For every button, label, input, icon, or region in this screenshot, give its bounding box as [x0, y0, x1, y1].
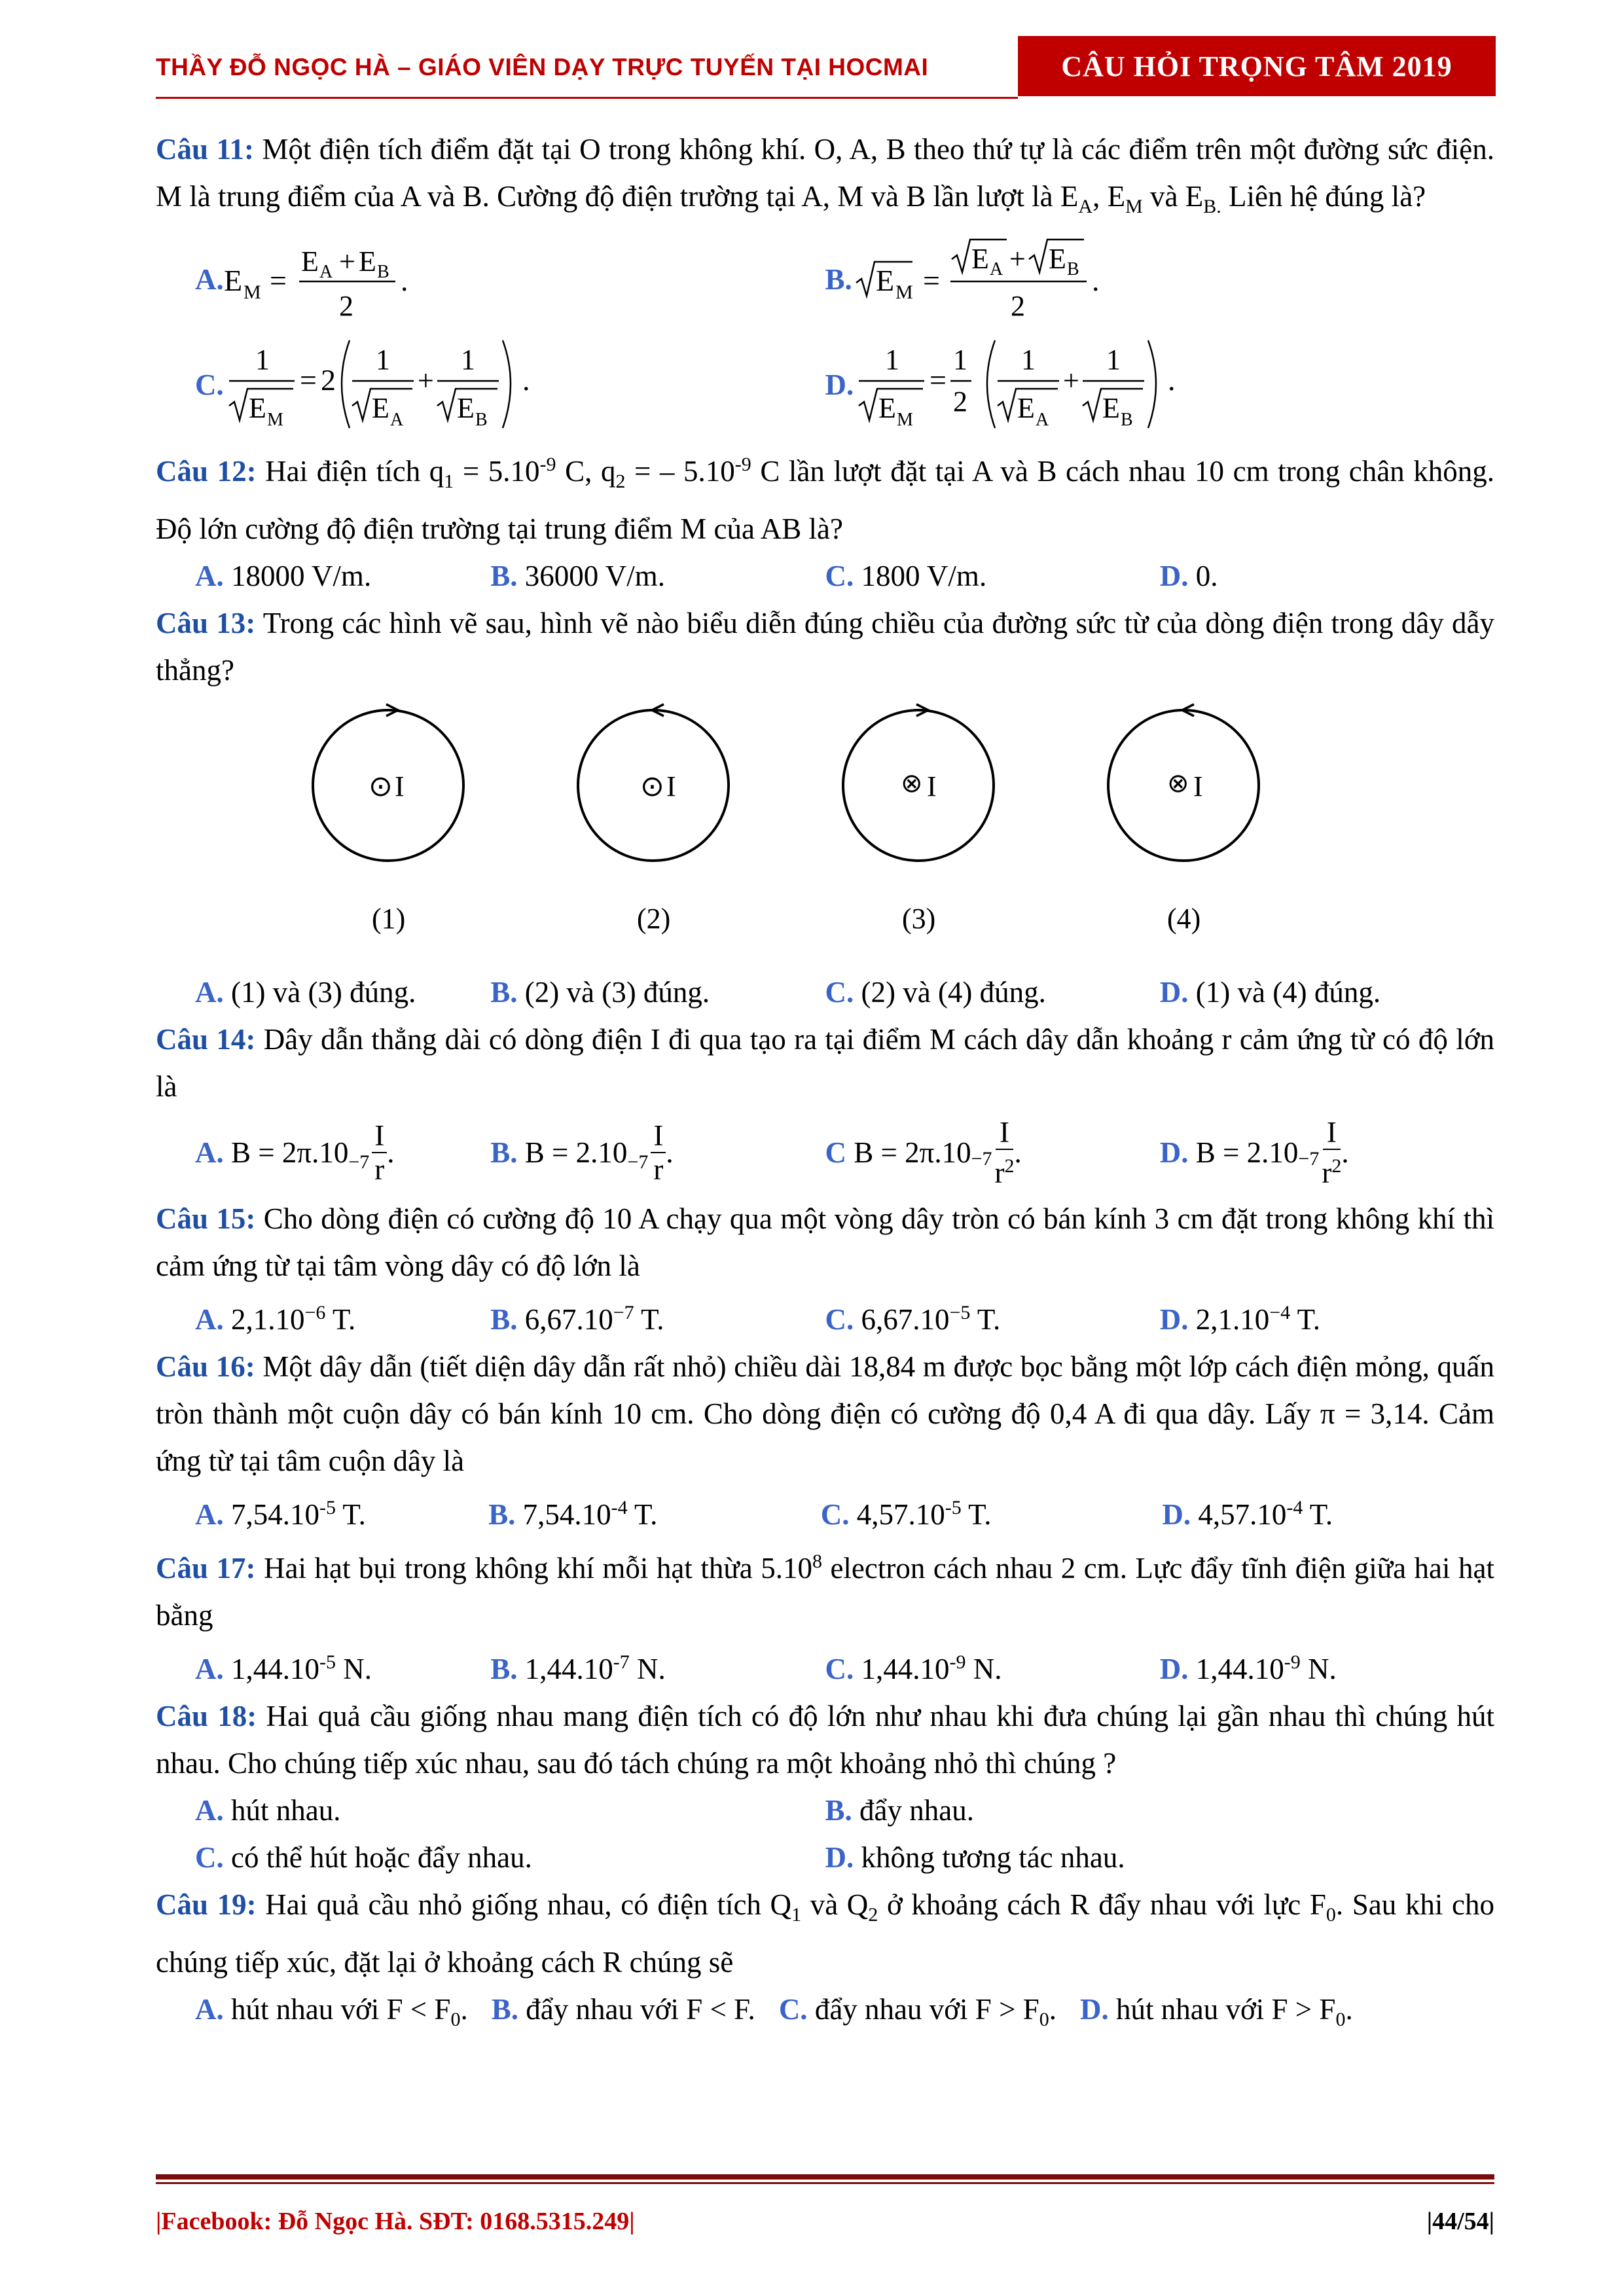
option-key: B.: [491, 1993, 518, 2026]
sym: E: [1048, 243, 1066, 275]
option-exp: −5: [949, 1302, 971, 1323]
sup: 8: [812, 1551, 822, 1572]
option-key: D.: [1159, 976, 1189, 1009]
end: .: [460, 1993, 468, 2026]
numerator: I: [996, 1116, 1013, 1150]
t: = 5.10: [454, 455, 540, 488]
q17-option-d: [1160, 1639, 1494, 1693]
paren: [342, 340, 350, 428]
sym: E: [223, 264, 242, 297]
option-key: D.: [1080, 1993, 1109, 2026]
sym: E: [971, 243, 989, 275]
question-15: [156, 1195, 1494, 1289]
q11-option-c: [156, 329, 825, 441]
q12-options: [156, 552, 1494, 600]
numerator: I: [651, 1119, 666, 1153]
question-18: [156, 1693, 1494, 1787]
option-exp: -5: [945, 1497, 962, 1518]
option-text: hút nhau với F < F: [231, 1993, 451, 2026]
end: .: [1345, 1993, 1353, 2026]
sym: E: [878, 392, 897, 424]
question-19: [156, 1881, 1494, 1986]
option-base: 6,67.10: [861, 1303, 950, 1336]
sub: 2: [615, 471, 626, 492]
q15-option-c: [825, 1289, 1160, 1343]
cross-symbol-icon: ⊗: [901, 768, 923, 798]
option-unit: N.: [629, 1653, 666, 1685]
footer-divider-thin: [156, 2182, 1494, 2184]
den-exponent: 2: [1331, 1155, 1342, 1177]
option-text: 36000 V/m.: [524, 560, 665, 592]
figure-caption-2: (2): [637, 903, 671, 935]
sym: M: [243, 281, 261, 303]
option-unit: T.: [970, 1303, 1001, 1336]
q17-option-c: [825, 1639, 1160, 1693]
header-badge: CÂU HỎI TRỌNG TÂM 2019: [1018, 36, 1496, 96]
q19-option-b: [492, 1986, 755, 2043]
option-text: đẩy nhau với F < F.: [526, 1993, 755, 2026]
formula-coef: B = 2.10: [524, 1136, 628, 1169]
option-unit: N.: [1300, 1653, 1337, 1685]
exponent: −7: [971, 1148, 992, 1170]
q13-option-d: [1160, 969, 1494, 1016]
t: = – 5.10: [625, 455, 735, 488]
option-key: A.: [195, 1653, 224, 1685]
q14-options: [156, 1110, 1494, 1195]
q18-option-b: [825, 1787, 1495, 1834]
option-text: có thể hút hoặc đẩy nhau.: [231, 1841, 532, 1874]
option-base: 4,57.10: [856, 1498, 945, 1531]
q14-option-d: D. B = 2.10 $_{-7}$ $\frac{I}{r^2}$ .: [1159, 1116, 1349, 1189]
option-key: D.: [1159, 1136, 1189, 1169]
question-14: [156, 1016, 1494, 1110]
sub: 1: [444, 471, 454, 492]
q12-option-b: [490, 552, 825, 600]
option-base: 7,54.10: [522, 1498, 611, 1531]
sym: 1: [953, 344, 968, 376]
formula-a: [224, 230, 460, 329]
option-base: 7,54.10: [231, 1498, 319, 1531]
sym: 2: [338, 290, 353, 322]
option-base: 4,57.10: [1198, 1498, 1287, 1531]
option-key: D.: [1159, 1653, 1189, 1685]
q13-option-b: [490, 969, 825, 1016]
sym: 2: [953, 386, 968, 418]
option-key: A.: [195, 1498, 224, 1531]
option-key: B.: [490, 976, 518, 1009]
sym: +: [1009, 243, 1026, 275]
option-key: D.: [1159, 1303, 1189, 1336]
question-16-text: Một dây dẫn (tiết diện dây dẫn rất nhỏ) chiều dài 18,84 m được bọc bằng một lớp cách điện mỏng, quấn tròn thành một cuộn dây có bán kính 10 cm. Cho dòng điện có cường độ 0,4 A đi qua dây. Lấy π = 3,14. Cảm ứng từ tại tâm cuộn dây là: [156, 1350, 1495, 1477]
footer-contact: |Facebook: Đỗ Ngọc Hà. SĐT: 0168.5315.249|: [156, 2208, 635, 2235]
end: .: [1049, 1993, 1056, 2026]
sym: E: [456, 392, 475, 424]
q14-option-b: B. B = 2.10 $_{-7}$ $\frac{I}{r}$ .: [490, 1119, 674, 1186]
sym: =: [269, 264, 287, 297]
option-unit: T.: [961, 1498, 992, 1531]
option-unit: T.: [634, 1303, 664, 1336]
sym: .: [1168, 363, 1176, 397]
option-unit: N.: [336, 1653, 372, 1685]
sub: 0: [1039, 2009, 1049, 2030]
question-19-label: Câu 19:: [156, 1888, 257, 1921]
sym: 1: [885, 344, 900, 376]
question-16: [156, 1343, 1494, 1484]
question-11: [156, 126, 1494, 230]
option-exp: −7: [613, 1302, 634, 1323]
option-key: B.: [490, 1303, 518, 1336]
den-text: r: [1322, 1157, 1332, 1189]
sym: =: [929, 363, 947, 397]
sym: E: [875, 264, 894, 297]
sym: 2: [1010, 290, 1025, 322]
sym: +: [417, 365, 434, 397]
sub-b: B.: [1203, 196, 1221, 217]
option-unit: T.: [1290, 1303, 1321, 1336]
q18-option-c: [156, 1834, 825, 1881]
option-key: A.: [195, 1136, 224, 1169]
q13-option-c: [825, 969, 1160, 1016]
sub: 0: [1335, 2009, 1346, 2030]
option-text: không tương tác nhau.: [861, 1841, 1125, 1874]
option-text: (2) và (4) đúng.: [861, 976, 1046, 1009]
den-text: r: [994, 1157, 1005, 1189]
q19-option-c: [779, 1986, 1056, 2043]
formula-b: [852, 230, 1153, 329]
q19-options: [156, 1986, 1494, 2043]
dot-symbol-icon: ⊙: [369, 770, 393, 802]
option-text: 1800 V/m.: [861, 560, 987, 592]
sup: -9: [734, 454, 751, 475]
option-key: C.: [195, 368, 224, 401]
sym: B: [1066, 259, 1079, 279]
q12-option-d: [1160, 552, 1494, 600]
sym: 2: [320, 363, 336, 397]
sym: E: [1102, 392, 1121, 424]
header-divider: [156, 97, 1018, 99]
option-text: hút nhau.: [231, 1794, 341, 1827]
option-key: C.: [825, 560, 854, 592]
sub: 0: [450, 2009, 461, 2030]
option-text: (2) và (3) đúng.: [524, 976, 710, 1009]
t: . Sau khi cho chúng tiếp xúc, đặt lại ở khoảng cách R chúng sẽ: [156, 1888, 1495, 1979]
sym: 1: [1106, 344, 1121, 376]
option-key: B.: [490, 1653, 518, 1685]
q17-options: [156, 1639, 1494, 1693]
option-exp: -5: [319, 1651, 336, 1673]
numerator: I: [1323, 1116, 1341, 1150]
q15-options: [156, 1289, 1494, 1343]
option-unit: N.: [965, 1653, 1002, 1685]
den-exponent: 2: [1004, 1155, 1015, 1177]
option-key: A.: [195, 1993, 224, 2026]
current-label: I: [927, 770, 937, 802]
current-label: I: [1193, 770, 1203, 802]
sym: .: [1091, 264, 1100, 297]
current-label: I: [666, 770, 676, 802]
formula-d: [854, 329, 1220, 441]
option-key: B.: [490, 1136, 518, 1169]
option-key: B.: [825, 263, 852, 296]
q19-option-d: [1080, 1986, 1353, 2043]
option-key: A.: [195, 263, 224, 296]
sym: +: [338, 245, 355, 278]
option-key: C.: [825, 1303, 854, 1336]
option-text: 18000 V/m.: [231, 560, 372, 592]
option-base: 1,44.10: [524, 1653, 613, 1685]
option-key: C.: [825, 976, 854, 1009]
sym: 1: [375, 344, 390, 376]
fraction: [995, 1116, 1015, 1189]
option-base: 1,44.10: [231, 1653, 319, 1685]
t: Hai quả cầu nhỏ giống nhau, có điện tích Q: [265, 1888, 792, 1921]
option-key: D.: [1162, 1498, 1191, 1531]
sym: E: [371, 392, 389, 424]
fraction: [1322, 1116, 1341, 1189]
question-18-text: Hai quả cầu giống nhau mang điện tích có độ lớn như nhau khi đưa chúng lại gần nhau thì chúng hút nhau. Cho chúng tiếp xúc nhau, sau đó tách chúng ra một khoảng nhỏ thì chúng ?: [156, 1700, 1494, 1780]
sub-m: M: [1125, 196, 1143, 217]
paren: [1148, 340, 1156, 428]
option-exp: -4: [1286, 1497, 1303, 1518]
option-base: 1,44.10: [861, 1653, 950, 1685]
q12-option-c: [825, 552, 1160, 600]
question-11-label: Câu 11:: [156, 133, 254, 166]
denominator: [995, 1150, 1015, 1189]
sym: E: [358, 245, 376, 278]
question-15-text: Cho dòng điện có cường độ 10 A chạy qua một vòng dây tròn có bán kính 3 cm đặt trong không khí thì cảm ứng từ tại tâm vòng dây có độ lớn là: [156, 1202, 1495, 1282]
sub: 2: [868, 1904, 878, 1926]
sym: A: [989, 259, 1003, 279]
footer-divider-thick: [156, 2174, 1494, 2179]
figure-caption-4: (4): [1167, 903, 1201, 935]
q16-option-c: [821, 1484, 1153, 1538]
sym: E: [1017, 392, 1036, 424]
field-line-diagrams: [156, 694, 1494, 969]
formula-coef: B = 2.10: [1195, 1136, 1299, 1169]
option-text: đẩy nhau.: [859, 1794, 974, 1827]
option-exp: −6: [304, 1302, 326, 1323]
sym: B: [376, 262, 389, 282]
t: C, q: [556, 455, 616, 488]
t: và Q: [801, 1888, 869, 1921]
paren: [503, 340, 511, 428]
q18-option-a: [156, 1787, 825, 1834]
sym: B: [475, 410, 488, 430]
sym: A: [389, 410, 403, 430]
den-text: r: [374, 1153, 385, 1186]
formula-c: [224, 329, 564, 441]
exponent: −7: [348, 1151, 370, 1173]
formula-coef: B = 2π.10: [854, 1136, 971, 1169]
option-text: (1) và (3) đúng.: [231, 976, 416, 1009]
q11-option-d: [825, 329, 1495, 441]
exponent: −7: [627, 1151, 649, 1173]
denominator: [1322, 1150, 1341, 1189]
q11-option-a: [156, 230, 825, 329]
q16-option-b: [488, 1484, 821, 1538]
q14-option-c: C B = 2π.10 $_{-7}$ $\frac{I}{r^2}$ .: [825, 1116, 1022, 1189]
q11-options-ab: [156, 230, 1494, 329]
q13-figures: [156, 694, 1494, 969]
option-key: B.: [488, 1498, 516, 1531]
question-content: [156, 126, 1494, 2043]
option-base: 2,1.10: [231, 1303, 305, 1336]
option-key: D.: [1159, 560, 1189, 592]
option-exp: -5: [319, 1497, 336, 1518]
den-text: r: [653, 1153, 664, 1186]
question-17: [156, 1538, 1494, 1639]
q15-option-b: [490, 1289, 825, 1343]
sub: 0: [1326, 1904, 1336, 1926]
option-key: C.: [195, 1841, 224, 1874]
sym: =: [922, 264, 940, 297]
question-12: [156, 441, 1494, 552]
q12-option-a: [156, 552, 490, 600]
option-text: hút nhau với F > F: [1116, 1993, 1336, 2026]
q13-options: [156, 969, 1494, 1016]
option-text: đẩy nhau với F > F: [814, 1993, 1039, 2026]
formula-coef: B = 2π.10: [231, 1136, 349, 1169]
q13-option-a: [156, 969, 490, 1016]
question-16-label: Câu 16:: [156, 1350, 255, 1383]
option-key: C.: [825, 1653, 854, 1685]
option-text: (1) và (4) đúng.: [1195, 976, 1381, 1009]
q18-options-ab: [156, 1787, 1494, 1834]
figure-caption-3: (3): [902, 903, 936, 935]
option-exp: −4: [1269, 1302, 1291, 1323]
sym: B: [1121, 410, 1133, 430]
option-base: 6,67.10: [524, 1303, 613, 1336]
cross-symbol-icon: ⊗: [1167, 768, 1189, 798]
option-unit: T.: [325, 1303, 356, 1336]
fraction: [372, 1119, 387, 1186]
page-number: |44/54|: [1426, 2208, 1494, 2235]
q17-option-b: [490, 1639, 825, 1693]
option-key: C.: [820, 1498, 850, 1531]
option-key: B.: [825, 1794, 852, 1827]
option-key: C: [825, 1136, 846, 1169]
sym: M: [266, 410, 283, 430]
option-key: D.: [825, 368, 854, 401]
q19-option-a: [195, 1986, 468, 2043]
fraction: [651, 1119, 666, 1186]
q15-option-a: [156, 1289, 490, 1343]
option-key: A.: [195, 976, 224, 1009]
option-exp: -9: [1284, 1651, 1301, 1673]
question-18-label: Câu 18:: [156, 1700, 257, 1732]
denominator: [374, 1153, 384, 1186]
sym: E: [248, 392, 266, 424]
question-14-text: Dây dẫn thẳng dài có dòng điện I đi qua tạo ra tại điểm M cách dây dẫn khoảng r cảm ứng từ có độ lớn là: [156, 1023, 1494, 1103]
sym: .: [522, 363, 530, 397]
sym: 1: [460, 344, 475, 376]
question-13: [156, 600, 1494, 694]
sym: +: [1063, 365, 1080, 397]
t: electron cách nhau 2 cm. Lực đẩy tĩnh điện giữa hai hạt bằng: [156, 1552, 1495, 1632]
numerator: I: [372, 1119, 387, 1153]
question-11-tail: Liên hệ đúng là?: [1221, 180, 1426, 213]
sep: , E: [1092, 180, 1126, 213]
q18-options-cd: [156, 1834, 1494, 1881]
sub-a: A: [1078, 196, 1093, 217]
sym: E: [300, 245, 319, 278]
option-base: 1,44.10: [1195, 1653, 1284, 1685]
q16-options: [156, 1484, 1494, 1538]
question-17-label: Câu 17:: [156, 1552, 256, 1585]
option-key: A.: [195, 560, 224, 592]
sym: A: [1036, 410, 1049, 430]
q17-option-a: [156, 1639, 490, 1693]
option-unit: T.: [1303, 1498, 1333, 1531]
q16-option-a: [156, 1484, 488, 1538]
question-15-label: Câu 15:: [156, 1202, 256, 1235]
sep: và E: [1150, 180, 1204, 213]
question-14-label: Câu 14:: [156, 1023, 256, 1056]
sym: =: [299, 363, 317, 397]
q16-option-d: [1153, 1484, 1494, 1538]
q15-option-d: [1160, 1289, 1494, 1343]
denominator: [653, 1153, 663, 1186]
sym: M: [897, 410, 914, 430]
question-13-label: Câu 13:: [156, 607, 256, 639]
header-teacher-title: THẦY ĐỖ NGỌC HÀ – GIÁO VIÊN DẠY TRỰC TUYẾN TẠI HOCMAI: [156, 54, 929, 81]
exponent: −7: [1298, 1148, 1320, 1170]
option-key: A.: [195, 1794, 224, 1827]
question-11-text: Một điện tích điểm đặt tại O trong không khí. O, A, B theo thứ tự là các điểm trên một đường sức điện. M là trung điểm của A và B. Cường độ điện trường tại A, M và B lần lượt là E: [156, 133, 1494, 213]
t: C lần lượt đặt tại A và B cách nhau 10 cm trong chân không. Độ lớn cường độ điện trường tại trung điểm M của AB là?: [156, 455, 1494, 545]
question-12-label: Câu 12:: [156, 455, 257, 488]
figure-caption-1: (1): [372, 903, 406, 935]
dot-symbol-icon: ⊙: [640, 770, 664, 802]
sym: 1: [255, 344, 270, 376]
sub: 1: [791, 1904, 802, 1926]
question-13-text: Trong các hình vẽ sau, hình vẽ nào biểu diễn đúng chiều của đường sức từ của dòng điện trong dây dẫy thẳng?: [156, 607, 1494, 687]
t: Hai điện tích q: [265, 455, 444, 488]
sym: .: [400, 264, 408, 297]
option-exp: -4: [611, 1497, 628, 1518]
option-key: D.: [825, 1841, 854, 1874]
option-unit: T.: [336, 1498, 366, 1531]
t: Hai hạt bụi trong không khí mỗi hạt thừa 5.10: [264, 1552, 812, 1585]
option-exp: -7: [613, 1651, 630, 1673]
option-text: 0.: [1195, 560, 1218, 592]
option-key: C.: [778, 1993, 808, 2026]
q11-option-b: [825, 230, 1495, 329]
sym: M: [895, 281, 913, 303]
option-unit: T.: [627, 1498, 658, 1531]
option-key: B.: [490, 560, 518, 592]
sym: A: [319, 262, 333, 282]
current-label: I: [395, 770, 405, 802]
t: ở khoảng cách R đẩy nhau với lực F: [878, 1888, 1326, 1921]
sym: 1: [1021, 344, 1036, 376]
q14-option-a: A. B = 2π.10 $_{-7}$ $\frac{I}{r}$ .: [195, 1119, 395, 1186]
sup: -9: [539, 454, 556, 475]
q18-option-d: [825, 1834, 1495, 1881]
option-key: A.: [195, 1303, 224, 1336]
option-base: 2,1.10: [1195, 1303, 1270, 1336]
q11-options-cd: [156, 329, 1494, 441]
paren: [987, 340, 995, 428]
option-exp: -9: [949, 1651, 966, 1673]
